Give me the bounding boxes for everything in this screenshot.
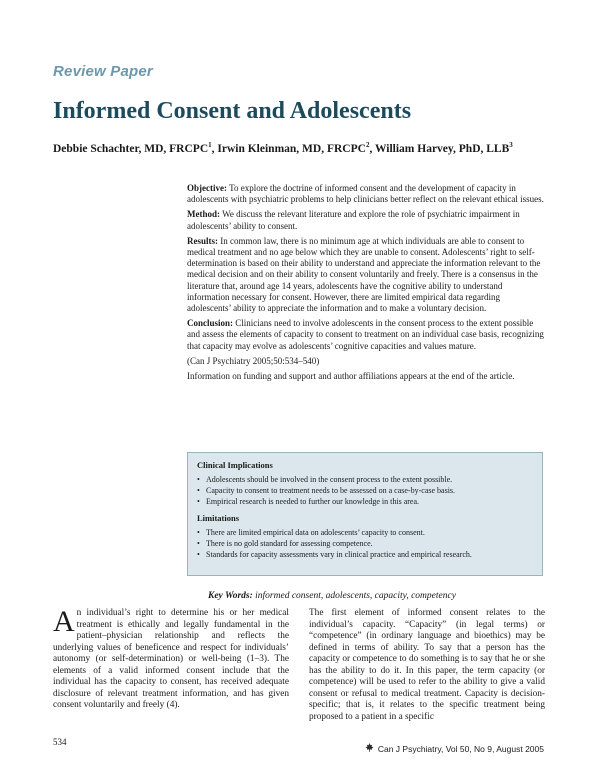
list-item: • Capacity to consent to treatment needs to be assessed on a case-by-case basis. [197,485,533,496]
list-item: • Adolescents should be involved in the consent process to the extent possible. [197,474,533,485]
body-column-left [53,605,289,712]
maple-leaf-icon [365,743,374,754]
clinical-implications-list [197,474,533,507]
objective-text: To explore the doctrine of informed consent and the development of capacity in adolescents with psychiatric problems to help clinicians better reflect on the relevant ethical issues. [187,183,544,205]
author-name: Irwin Kleinman, MD, FRCPC [217,142,366,155]
keywords-text: informed consent, adolescents, capacity, competency [255,591,456,601]
keywords [208,591,456,601]
abstract-objective [187,183,545,205]
limitations-heading: Limitations [197,513,240,523]
list-item: • There are limited empirical data on adolescents’ capacity to consent. [197,527,533,538]
author-name: William Harvey, PhD, LLB [374,142,510,155]
article-title: Informed Consent and Adolescents [53,98,412,124]
body-text: n individual’s right to determine his or her medical treatment is ethically and legally fundamental in the patient–physician relationship and reflects the underlying values of beneficence and respect for individuals’ autonomy (or self-determination) or well-being (1–3). The elements of a valid informed consent include that the individual has the capacity to consent, has received adequate disclosure of relevant treatment information, and has given consent voluntarily and freely (4). [53,608,289,710]
conclusion-text: Clinicians need to involve adolescents in the consent process to the extent possible and assess the elements of capacity to consent to treatment on an individual case basis, recognizing that capacity may evolve as adolescents’ cognitive capacities and values mature. [187,318,544,351]
info-note: Information on funding and support and author affiliations appears at the end of the article. [187,371,515,382]
author-affiliation: 3 [509,141,513,149]
journal-citation: Can J Psychiatry, Vol 50, No 9, August 2005 [377,744,544,754]
abstract-results [187,236,545,314]
author-affiliation: 1 [208,141,212,149]
clinical-implications-box [187,452,543,576]
abstract-method [187,209,545,231]
method-text: We discuss the relevant literature and explore the role of psychiatric impairment in adolescents’ ability to consent. [187,209,520,231]
objective-label: Objective: [187,183,227,193]
author-affiliation: 2 [365,141,370,149]
list-item: • Standards for capacity assessments vary in clinical practice and empirical research. [197,549,533,560]
body-text: The first element of informed consent relates to the individual’s capacity. “Capacity” (in legal terms) or “competence” (in ordinary language and bioethics) may be defined in terms of ability. To say that a person has the capacity or competence to do something is to say that he or she has the ability to do it. In this paper, the term capacity (or competence) will be used to refer to the ability to give a valid consent or refusal to medical treatment. Capacity is decision-specific; that is, it relates to the specific treatment being proposed to a patient in a specific [309,608,545,722]
results-text: In common law, there is no minimum age at which individuals are able to consent to medical treatment and no age below which they are unable to consent. Adolescents’ right to self-determination is based on their ability to understand and appreciate the information relevant to the medical decision and on their ability to consent voluntarily and freely. There is a consensus in the literature that, around age 14 years, adolescents have the cognitive ability to understand information necessary for consent. However, there are limited empirical data regarding adolescents’ ability to appreciate the information and to make a voluntary decision. [187,235,541,314]
limitations-list [197,527,533,560]
citation: (Can J Psychiatry 2005;50:534–540) [187,355,320,366]
body-column-right [309,608,545,723]
results-label: Results: [187,235,218,246]
list-item: • There is no gold standard for assessing competence. [197,538,533,549]
page-number: 534 [53,737,67,747]
footer-journal [365,743,544,754]
abstract-conclusion [187,318,545,352]
drop-cap: A [53,605,75,638]
author-list: Debbie Schachter, MD, FRCPC$^1$, Irwin Kleinman, MD, FRCPC$^2$, William Harvey, PhD, LLB$^3$ [53,141,513,155]
abstract [187,183,545,386]
section-label: Review Paper [53,63,153,80]
list-item: • Empirical research is needed to further our knowledge in this area. [197,496,533,507]
conclusion-label: Conclusion: [187,318,234,329]
keywords-label: Key Words: [208,591,253,601]
clinical-implications-heading: Clinical Implications [197,460,273,470]
author-name: Debbie Schachter, MD, FRCPC [53,142,209,155]
method-label: Method: [187,209,220,220]
